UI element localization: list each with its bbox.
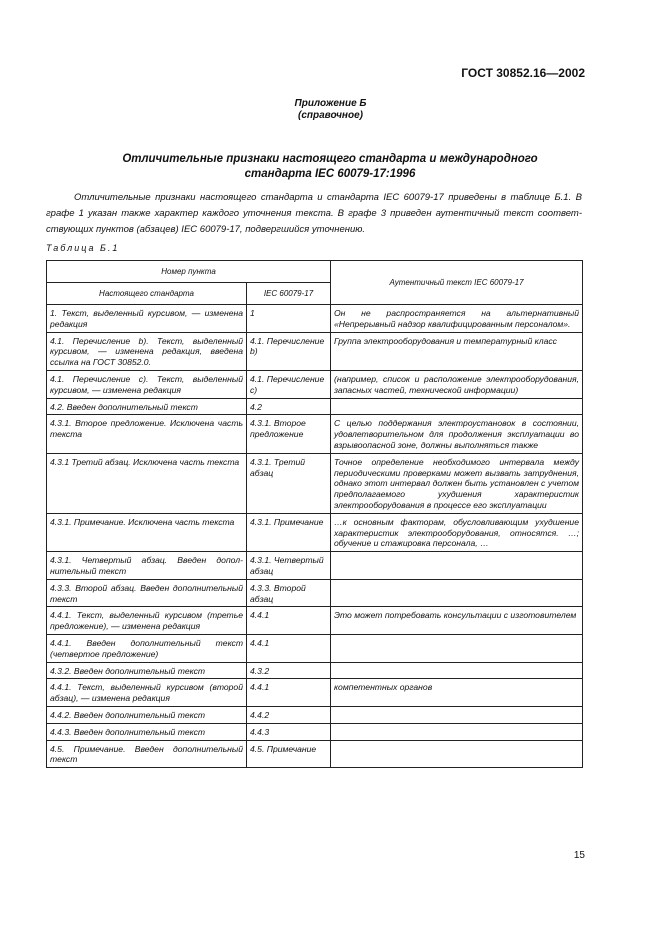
cell-authentic-text xyxy=(331,634,583,662)
section-heading xyxy=(90,152,570,182)
cell-iec-clause: 4.3.1. Примечание xyxy=(247,513,331,551)
cell-this-standard: 4.3.3. Второй абзац. Введен дополнительный текст xyxy=(47,579,247,607)
header-this-standard: Настоящего стандарта xyxy=(47,283,247,305)
document-header-standard: ГОСТ 30852.16—2002 xyxy=(461,66,585,80)
table-row xyxy=(47,453,583,513)
cell-iec-clause: 4.4.3 xyxy=(247,723,331,740)
table-row xyxy=(47,370,583,398)
cell-authentic-text: компетентных органов xyxy=(331,679,583,707)
cell-this-standard: 4.3.1 Третий абзац. Исключена часть текста xyxy=(47,453,247,513)
cell-authentic-text: Он не распространяется на альтернативный «Непрерывный надзор квалифицированным персоналом». xyxy=(331,305,583,333)
table-row xyxy=(47,740,583,768)
cell-iec-clause: 4.3.1. Четвертый абзац xyxy=(247,552,331,580)
cell-iec-clause: 4.1. Перечисление с) xyxy=(247,370,331,398)
cell-this-standard: 4.1. Перечисление с). Текст, выделенный курсивом, — изменена редакция xyxy=(47,370,247,398)
cell-authentic-text: Это может потребовать консультации с изготовителем xyxy=(331,607,583,635)
cell-authentic-text: Группа электрооборудования и температурный класс xyxy=(331,332,583,370)
table-row xyxy=(47,415,583,453)
cell-this-standard: 4.3.1. Четвертый абзац. Введен дополнительный текст xyxy=(47,552,247,580)
header-clause-number: Номер пункта xyxy=(47,261,331,283)
cell-iec-clause: 4.4.2 xyxy=(247,706,331,723)
table-row xyxy=(47,305,583,333)
cell-iec-clause: 4.3.1. Третий абзац xyxy=(247,453,331,513)
cell-authentic-text: С целью поддержания электроустановок в состоянии, удовлетворительном для продолжения эксплуатации во взрывоопасной зоне, должны выполняться также xyxy=(331,415,583,453)
appendix-subtitle: (справочное) xyxy=(298,110,363,121)
cell-authentic-text xyxy=(331,398,583,415)
cell-authentic-text: Точное определение необходимого интервала между периодическими проверками может вызвать затруднения, однако этот интервал должен быть установлен с учетом предполагаемого ухудшения характеристик электрооборудования в процессе его эксплуатации xyxy=(331,453,583,513)
table-row xyxy=(47,607,583,635)
cell-this-standard: 1. Текст, выделенный курсивом, — изменена редакция xyxy=(47,305,247,333)
table-row xyxy=(47,723,583,740)
table-row xyxy=(47,513,583,551)
table-body xyxy=(47,305,583,768)
cell-iec-clause: 4.4.1 xyxy=(247,634,331,662)
table-row xyxy=(47,679,583,707)
page-number: 15 xyxy=(573,850,585,861)
cell-iec-clause: 4.3.2 xyxy=(247,662,331,679)
cell-this-standard: 4.4.2. Введен дополнительный текст xyxy=(47,706,247,723)
cell-this-standard: 4.4.1. Текст, выделенный курсивом (второй абзац), — изменена редакция xyxy=(47,679,247,707)
cell-this-standard: 4.4.1. Текст, выделенный курсивом (третье предложение), — изменена редакция xyxy=(47,607,247,635)
header-iec: IEC 60079-17 xyxy=(247,283,331,305)
cell-authentic-text: (например, список и расположение электрооборудования, запасных частей, технической информации) xyxy=(331,370,583,398)
table-header-row xyxy=(47,261,583,283)
cell-iec-clause: 4.4.1 xyxy=(247,679,331,707)
cell-authentic-text xyxy=(331,579,583,607)
cell-this-standard: 4.3.1. Второе предложение. Исключена часть текста xyxy=(47,415,247,453)
cell-this-standard: 4.5. Примечание. Введен дополнительный текст xyxy=(47,740,247,768)
cell-this-standard: 4.4.1. Введен дополнительный текст (четвертое предложение) xyxy=(47,634,247,662)
cell-this-standard: 4.3.1. Примечание. Исключена часть текста xyxy=(47,513,247,551)
cell-iec-clause: 4.3.3. Второй абзац xyxy=(247,579,331,607)
cell-this-standard: 4.4.3. Введен дополнительный текст xyxy=(47,723,247,740)
cell-iec-clause: 4.5. Примечание xyxy=(247,740,331,768)
table-caption: Таблица Б.1 xyxy=(46,243,120,253)
cell-authentic-text xyxy=(331,552,583,580)
header-authentic-text: Аутентичный текст IEC 60079-17 xyxy=(331,261,583,305)
heading-line-1: Отличительные признаки настоящего стандарта и международного xyxy=(122,153,538,165)
table-row xyxy=(47,579,583,607)
table-row xyxy=(47,662,583,679)
cell-authentic-text xyxy=(331,740,583,768)
cell-this-standard: 4.2. Введен дополнительный текст xyxy=(47,398,247,415)
cell-authentic-text xyxy=(331,662,583,679)
cell-iec-clause: 1 xyxy=(247,305,331,333)
cell-iec-clause: 4.3.1. Второе предложение xyxy=(247,415,331,453)
cell-iec-clause: 4.1. Перечисление b) xyxy=(247,332,331,370)
intro-text: Отличительные признаки настоящего стандарта и стандарта IEC 60079-17 приведены в таблице Б.1. В графе 1 указан также характер каждого уточнения текста. В графе 3 приведен аутентичный текст соответствующих пунктов (абзацев) IEC 60079-17, подвергшийся уточнению. xyxy=(46,192,582,235)
cell-authentic-text xyxy=(331,723,583,740)
table-row xyxy=(47,706,583,723)
table-row xyxy=(47,332,583,370)
differences-table xyxy=(46,260,583,768)
cell-iec-clause: 4.4.1 xyxy=(247,607,331,635)
table-row xyxy=(47,398,583,415)
table-row xyxy=(47,634,583,662)
table-row xyxy=(47,552,583,580)
cell-authentic-text: …к основным факторам, обусловливающим ухудшение характеристик электрооборудования, относятся. …; обучение и стажировка персонала, … xyxy=(331,513,583,551)
cell-this-standard: 4.1. Перечисление b). Текст, выделенный курсивом, — изменена редакция, введена ссылка на ГОСТ 30852.0. xyxy=(47,332,247,370)
cell-authentic-text xyxy=(331,706,583,723)
appendix-title: Приложение Б xyxy=(294,98,367,109)
cell-iec-clause: 4.2 xyxy=(247,398,331,415)
cell-this-standard: 4.3.2. Введен дополнительный текст xyxy=(47,662,247,679)
intro-paragraph xyxy=(46,190,582,238)
heading-line-2: стандарта IEC 60079-17:1996 xyxy=(244,168,416,180)
